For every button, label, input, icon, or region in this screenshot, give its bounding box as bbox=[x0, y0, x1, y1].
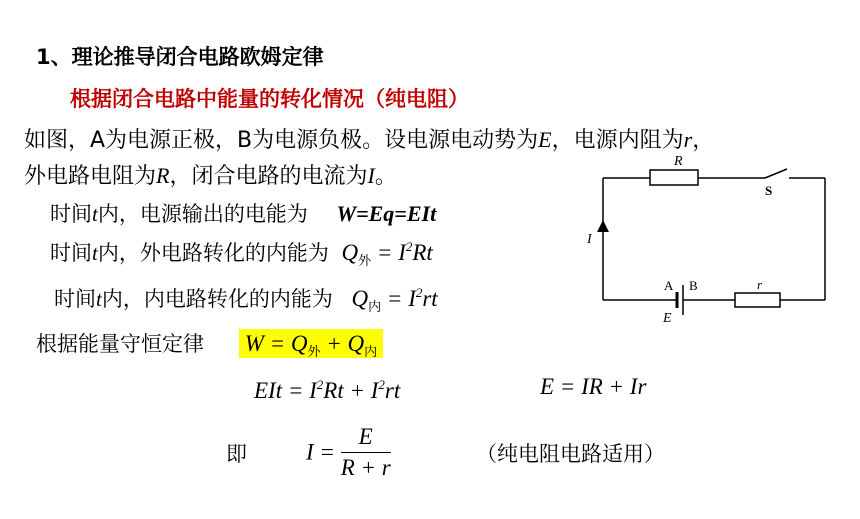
item-text: 时间 bbox=[50, 202, 92, 226]
external-resistor bbox=[650, 170, 698, 185]
formula-part: rt bbox=[422, 286, 438, 311]
switch-label: S bbox=[765, 183, 773, 198]
energy-equation bbox=[254, 378, 400, 407]
internal-resistor bbox=[735, 293, 780, 307]
emf-label: E bbox=[663, 311, 672, 326]
formula-part: Rt bbox=[412, 240, 433, 265]
section-heading: 1、理论推导闭合电路欧姆定律 bbox=[36, 45, 324, 69]
time-symbol: t bbox=[96, 287, 102, 311]
formula-part: = I bbox=[371, 240, 406, 265]
conservation-label: 根据能量守恒定律 bbox=[36, 332, 204, 356]
resistor-label: R bbox=[674, 154, 683, 169]
terminal-b-label: B bbox=[689, 278, 698, 293]
switch bbox=[765, 169, 787, 178]
circuit-diagram bbox=[585, 150, 845, 330]
exponent: 2 bbox=[316, 377, 324, 392]
external-resistance-symbol: R bbox=[156, 163, 170, 188]
q-symbol: Q bbox=[341, 240, 359, 265]
intro-text: ，电源内阻为 bbox=[551, 128, 684, 153]
formula-part: = I bbox=[381, 286, 416, 311]
exponent: 2 bbox=[415, 285, 423, 300]
exponent: 2 bbox=[405, 239, 413, 254]
q-symbol: Q bbox=[351, 286, 369, 311]
result-label: 即 bbox=[226, 442, 247, 466]
q-subscript: 内 bbox=[368, 300, 382, 315]
item-text: 内，外电路转化的内能为 bbox=[97, 241, 329, 265]
item-source-energy bbox=[50, 201, 436, 227]
q-subscript: 外 bbox=[307, 345, 321, 360]
internal-resistor-label: r bbox=[757, 277, 763, 292]
exponent: 2 bbox=[378, 377, 385, 392]
result-note: （纯电阻电路适用） bbox=[476, 442, 665, 466]
formula-part: + Q bbox=[320, 331, 365, 356]
conservation-row bbox=[36, 331, 383, 361]
terminal-a-label: A bbox=[664, 278, 674, 293]
fraction bbox=[341, 424, 391, 481]
intro-text: ，闭合电路的电流为 bbox=[169, 164, 368, 189]
internal-heat-formula bbox=[351, 285, 438, 315]
intro-line-2 bbox=[24, 163, 397, 190]
item-text: 时间 bbox=[50, 241, 92, 265]
q-subscript: 内 bbox=[364, 345, 378, 360]
conservation-formula bbox=[239, 329, 383, 358]
intro-text: 如图，A为电源正极，B为电源负极。设电源电动势为 bbox=[24, 128, 539, 153]
ohm-law-formula bbox=[306, 424, 391, 481]
emf-equation: E = IR + Ir bbox=[540, 374, 647, 399]
time-symbol: t bbox=[92, 241, 98, 265]
fraction-numerator: E bbox=[341, 424, 391, 453]
current-label: I bbox=[587, 232, 592, 247]
time-symbol: t bbox=[92, 202, 98, 226]
internal-resistance-symbol: r bbox=[683, 127, 693, 152]
fraction-denominator: R + r bbox=[340, 455, 391, 480]
intro-text: ， bbox=[692, 128, 715, 153]
q-subscript: 外 bbox=[358, 254, 372, 269]
item-text: 内，内电路转化的内能为 bbox=[101, 287, 333, 311]
current-arrow-icon bbox=[597, 220, 609, 232]
formula-part: I = bbox=[306, 439, 335, 465]
formula-part: rt bbox=[384, 378, 401, 403]
formula-part: EIt = I bbox=[254, 378, 317, 403]
emf-symbol: E bbox=[538, 127, 552, 152]
section-subheading: 根据闭合电路中能量的转化情况（纯电阻） bbox=[70, 87, 469, 111]
formula-part: Rt + I bbox=[323, 378, 379, 403]
external-heat-formula bbox=[341, 239, 433, 269]
intro-text: 。 bbox=[374, 164, 397, 189]
item-external-heat bbox=[50, 240, 433, 270]
current-symbol: I bbox=[367, 163, 375, 188]
intro-text: 外电路电阻为 bbox=[24, 164, 157, 189]
formula-part: W = Q bbox=[244, 331, 308, 356]
item-internal-heat bbox=[54, 286, 438, 316]
item-text: 内，电源输出的电能为 bbox=[97, 202, 308, 226]
energy-formula: W=Eq=EIt bbox=[336, 201, 437, 226]
item-text: 时间 bbox=[54, 287, 96, 311]
